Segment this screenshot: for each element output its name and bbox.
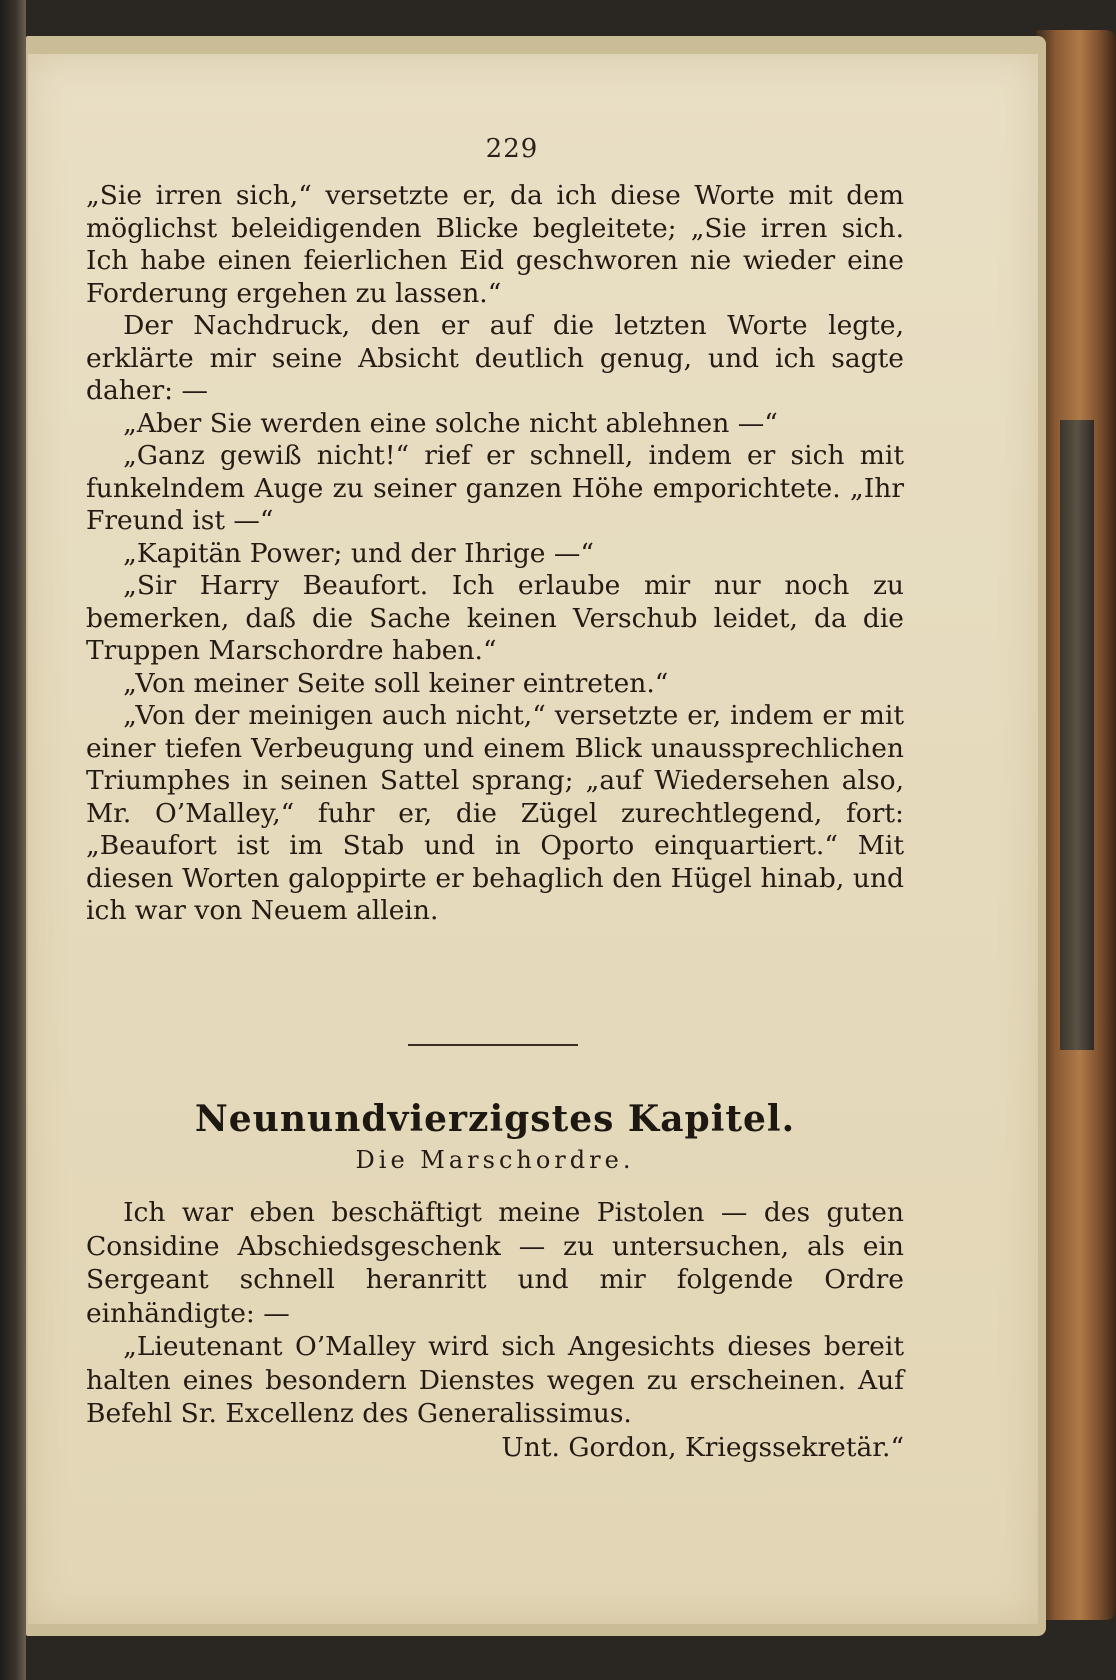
order-signature: Unt. Gordon, Kriegssekretär.“	[501, 1431, 904, 1463]
paragraph: Ich war eben beschäftigt meine Pistolen — des guten Considine Abschiedsgeschenk — zu untersuchen, als ein Sergeant schnell heranritt und mir folgende Ordre einhändigte: —	[86, 1197, 904, 1329]
paragraph: „Kapitän Power; und der Ihrige —“	[123, 537, 594, 569]
page-number: 229	[485, 134, 539, 164]
paragraph: „Sie irren sich,“ versetzte er, da ich diese Worte mit dem möglichst beleidigenden Blicke begleitete; „Sie irren sich. Ich habe einen feierlichen Eid geschworen nie wieder eine Forderung ergehen zu lassen.“	[86, 180, 904, 309]
paragraph: „Von meiner Seite soll keiner eintreten.“	[123, 667, 669, 699]
facing-page-edge	[0, 0, 26, 1680]
chapter-title: Neunundvierzigstes Kapitel.	[194, 1098, 796, 1140]
paragraph: „Von der meinigen auch nicht,“ versetzte er, indem er mit einer tiefen Verbeugung und einem Blick unaussprechlichen Triumphes in seinen Sattel sprang; „auf Wiedersehen also, Mr. O’Malley,“ fuhr er, die Zügel zurechtlegend, fort: „Beaufort ist im Stab und in Oporto einquartiert.“ Mit diesen Worten galoppirte er behaglich den Hügel hinab, und ich war von Neuem allein.	[86, 700, 904, 926]
paragraph: Der Nachdruck, den er auf die letzten Worte legte, erklärte mir seine Absicht deutlich genug, und ich sagte daher: —	[86, 310, 904, 406]
paragraph: „Ganz gewiß nicht!“ rief er schnell, indem er sich mit funkelndem Auge zu seiner ganzen Höhe emporichtete. „Ihr Freund ist —“	[86, 440, 904, 536]
paragraph: „Aber Sie werden eine solche nicht ablehnen —“	[123, 407, 778, 439]
paragraph: „Sir Harry Beaufort. Ich erlaube mir nur noch zu bemerken, daß die Sache keinen Verschub leidet, da die Truppen Marschordre haben.“	[86, 570, 904, 666]
paragraph: „Lieutenant O’Malley wird sich Angesichts dieses bereit halten eines besondern Dienstes wegen zu erscheinen. Auf Befehl Sr. Excellenz des Generalissimus.	[86, 1331, 904, 1429]
cover-spine-strip	[1060, 420, 1094, 1050]
section-two-text	[86, 1196, 904, 1464]
section-one-text	[86, 180, 904, 928]
section-divider	[408, 1044, 578, 1046]
chapter-subtitle: Die Marschordre.	[355, 1146, 635, 1174]
